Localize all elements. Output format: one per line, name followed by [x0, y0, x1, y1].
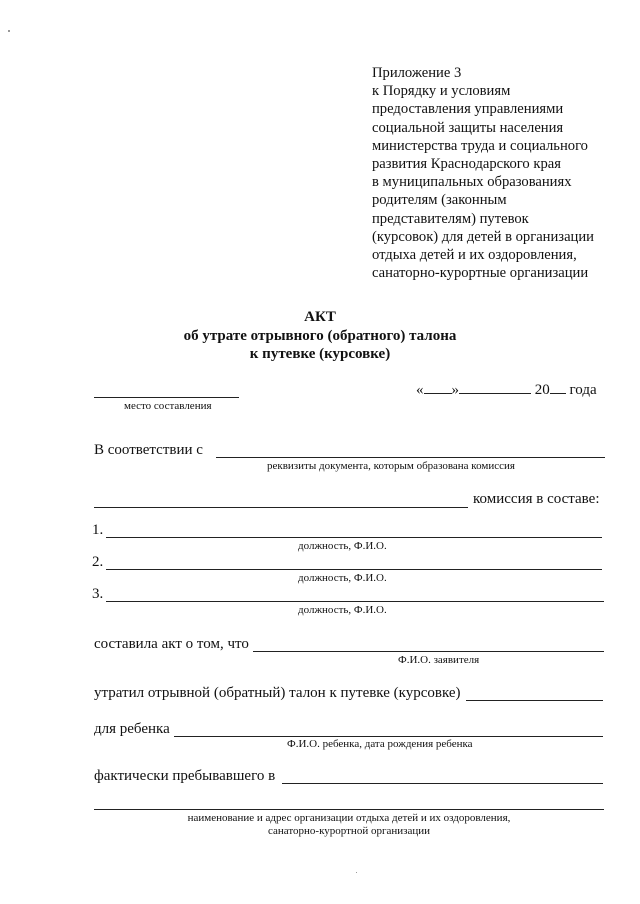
appendix-line: санаторно-курортные организации [372, 265, 589, 282]
basis-label: В соответствии с [94, 442, 203, 458]
member-field[interactable] [106, 569, 602, 570]
commission-label: комиссия в составе: [473, 491, 600, 507]
member-number: 1. [92, 522, 104, 538]
stay-caption: наименование и адрес организации отдыха детей и их оздоровления, [187, 812, 511, 824]
appendix-line: родителям (законным [372, 192, 507, 209]
scan-speck [356, 872, 357, 873]
member-field[interactable] [106, 537, 602, 538]
basis-field[interactable] [216, 457, 605, 458]
date-day-blank[interactable] [424, 393, 452, 394]
document-subtitle-2: к путевке (курсовке) [249, 346, 391, 362]
appendix-line: министерства труда и социального [372, 137, 588, 154]
date-year-word: года [569, 382, 597, 398]
member-caption: должность, Ф.И.О. [298, 604, 387, 616]
lost-label: утратил отрывной (обратный) талон к путевке (курсовке) [94, 685, 461, 701]
appendix-line: развития Краснодарского края [372, 156, 561, 173]
appendix-line: социальной защиты населения [372, 119, 564, 136]
date-month-blank[interactable] [459, 393, 531, 394]
applicant-caption: Ф.И.О. заявителя [398, 654, 480, 666]
place-field[interactable] [94, 397, 239, 398]
date-open-quote: « [416, 382, 424, 398]
stay-caption-2: санаторно-курортной организации [267, 825, 431, 837]
place-caption: место составления [124, 400, 212, 412]
appendix-line: в муниципальных образованиях [372, 174, 572, 191]
date-year-blank[interactable] [550, 393, 566, 394]
member-number: 3. [92, 586, 104, 602]
date-close-quote: » [451, 382, 459, 398]
commission-field[interactable] [94, 507, 468, 508]
member-caption: должность, Ф.И.О. [298, 540, 387, 552]
child-caption: Ф.И.О. ребенка, дата рождения ребенка [287, 738, 473, 750]
stay-field[interactable] [282, 783, 603, 784]
appendix-line: (курсовок) для детей в организации [372, 228, 594, 245]
scan-speck [8, 30, 10, 32]
document-subtitle: об утрате отрывного (обратного) талона [183, 328, 457, 344]
member-number: 2. [92, 554, 104, 570]
date-field[interactable] [416, 382, 597, 399]
child-field[interactable] [174, 736, 603, 737]
appendix-block [372, 64, 594, 282]
member-field[interactable] [106, 601, 604, 602]
document-title: АКТ [304, 309, 336, 325]
date-year-prefix: 20 [534, 382, 550, 398]
stay-field-continued[interactable] [94, 809, 604, 810]
child-label: для ребенка [94, 721, 170, 737]
applicant-field[interactable] [253, 651, 604, 652]
appendix-line: отдыха детей и их оздоровления, [372, 247, 577, 264]
applicant-label: составила акт о том, что [94, 636, 249, 652]
member-caption: должность, Ф.И.О. [298, 572, 387, 584]
appendix-line: Приложение 3 [372, 65, 462, 81]
lost-field[interactable] [466, 700, 603, 701]
basis-caption: реквизиты документа, которым образована комиссия [267, 460, 515, 472]
appendix-line: предоставления управлениями [372, 101, 564, 118]
stay-label: фактически пребывавшего в [94, 768, 276, 784]
appendix-line: представителям) путевок [372, 210, 529, 227]
appendix-line: к Порядку и условиям [372, 83, 511, 100]
